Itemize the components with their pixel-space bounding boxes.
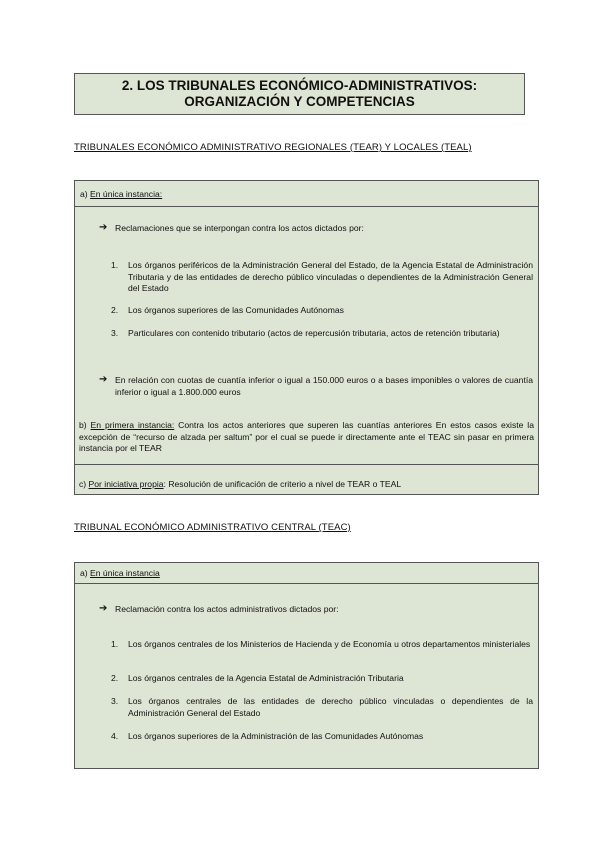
divider <box>75 206 538 207</box>
teac-item-4: Los órganos superiores de la Administración de las Comunidades Autónomas <box>128 731 424 741</box>
tear-c-paragraph: c) Por iniciativa propia: Resolución de unificación de criterio a nivel de TEAR o TEAL <box>79 479 402 489</box>
tear-box <box>74 180 539 495</box>
tear-a-label: En única instancia: <box>90 189 163 199</box>
teac-a-label: En única instancia <box>90 568 160 578</box>
title-line-2: ORGANIZACIÓN Y COMPETENCIAS <box>184 94 415 109</box>
teac-arrow1-text: Reclamación contra los actos administrativos dictados por: <box>115 604 339 614</box>
item-number: 1. <box>111 639 119 649</box>
page-title <box>74 73 525 115</box>
arrow-right-icon: ➔ <box>99 222 108 233</box>
tear-a-heading: a) En única instancia: <box>80 189 163 199</box>
tear-arrow2-text: En relación con cuotas de cuantía inferior o igual a 150.000 euros o a bases imponibles o valores de cuantía inferior o igual a 1.800.000 euros <box>115 375 533 397</box>
teac-item-3: Los órganos centrales de las entidades de derecho público vinculadas o dependientes de la Administración General del Estado <box>128 696 533 718</box>
arrow-right-icon: ➔ <box>99 374 108 385</box>
item-number: 3. <box>111 328 119 338</box>
teac-item-2: Los órganos centrales de la Agencia Estatal de Administración Tributaria <box>128 673 404 683</box>
teac-heading: TRIBUNAL ECONÓMICO ADMINISTRATIVO CENTRAL (TEAC) <box>74 522 351 533</box>
tear-arrow1-text: Reclamaciones que se interpongan contra los actos dictados por: <box>115 223 364 233</box>
item-number: 2. <box>111 305 119 315</box>
tear-heading: TRIBUNALES ECONÓMICO ADMINISTRATIVO REGIONALES (TEAR) Y LOCALES (TEAL) <box>74 142 472 153</box>
teac-a-heading: a) En única instancia <box>80 568 160 578</box>
title-line-1: 2. LOS TRIBUNALES ECONÓMICO-ADMINISTRATIVOS: <box>121 78 478 93</box>
tear-item-1: Los órganos periféricos de la Administración General del Estado, de la Agencia Estatal de Administración Tributaria y de las entidades de derecho público vinculadas o dependientes de la Administración General del Estado <box>128 260 533 293</box>
divider <box>75 583 538 584</box>
tear-b-paragraph: b) En primera instancia: Contra los actos anteriores que superen las cuantías anteriores En estos casos existe la excepción de “recurso de alzada per saltum” por el cual se puede ir directamente ante el TEAC sin pasar en primera instancia por el TEAR <box>79 420 535 453</box>
teac-item-1: Los órganos centrales de los Ministerios de Hacienda y de Economía u otros departamentos ministeriales <box>128 639 531 649</box>
item-number: 2. <box>111 673 119 683</box>
tear-item-2: Los órganos superiores de las Comunidades Autónomas <box>128 305 344 315</box>
arrow-right-icon: ➔ <box>99 603 108 614</box>
teac-box <box>74 562 539 769</box>
tear-item-3: Particulares con contenido tributario (actos de repercusión tributaria, actos de retención tributaria) <box>128 328 500 338</box>
tear-b-label: En primera instancia: <box>90 420 175 430</box>
item-number: 4. <box>111 731 119 741</box>
tear-c-label: Por iniciativa propia <box>88 479 164 489</box>
item-number: 1. <box>111 260 119 270</box>
item-number: 3. <box>111 696 119 706</box>
divider <box>75 464 538 465</box>
